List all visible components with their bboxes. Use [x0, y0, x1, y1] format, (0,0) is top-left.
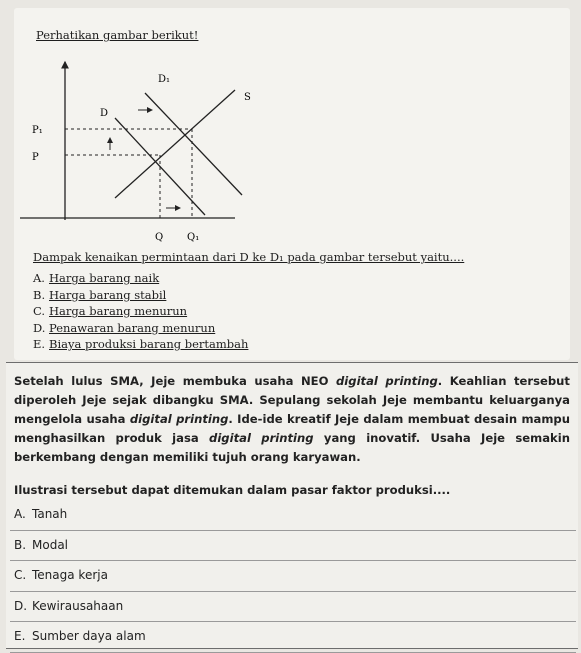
q1-option-e[interactable]: E. Biaya produksi barang bertambah — [33, 337, 249, 351]
q2-options — [10, 500, 576, 653]
supply-demand-graph — [20, 50, 250, 250]
q2-option-d[interactable]: D. Kewirausahaan — [10, 592, 576, 623]
q1-prompt: Perhatikan gambar berikut! — [36, 28, 199, 42]
q2-option-b[interactable]: B. Modal — [10, 531, 576, 562]
q2-option-e[interactable]: E. Sumber daya alam — [10, 622, 576, 653]
label-p1: P₁ — [32, 125, 43, 136]
q2-question: Ilustrasi tersebut dapat ditemukan dalam pasar faktor produksi.... — [14, 483, 451, 497]
label-d: D — [100, 108, 109, 119]
q2-option-c[interactable]: C. Tenaga kerja — [10, 561, 576, 592]
q2-stem: Setelah lulus SMA, Jeje membuka usaha NEO digital printing. Keahlian tersebut diperoleh Jeje sejak dibangku SMA. Sepulang sekolah Jeje membantu keluarganya mengelola usaha digital printing. Ide-ide kreatif Jeje dalam membuat desain mampu menghasilkan produk jasa digital printing yang inovatif. Usaha Jeje semakin berkembang dengan memiliki tujuh orang karyawan. — [14, 374, 570, 464]
q1-option-c[interactable]: C. Harga barang menurun — [33, 304, 188, 318]
q1-option-a[interactable]: A. Harga barang naik — [33, 271, 160, 285]
q1-options — [33, 270, 248, 353]
q1-question: Dampak kenaikan permintaan dari D ke D₁ pada gambar tersebut yaitu.... — [33, 250, 465, 264]
label-q1: Q₁ — [187, 232, 200, 243]
label-d1: D₁ — [158, 74, 171, 85]
q2-option-a[interactable]: A. Tanah — [10, 500, 576, 531]
label-s: S — [244, 92, 251, 103]
label-q: Q — [155, 232, 164, 243]
q1-option-d[interactable]: D. Penawaran barang menurun — [33, 320, 216, 335]
label-p: P — [32, 152, 39, 163]
q1-option-b[interactable]: B. Harga barang stabil — [33, 287, 167, 302]
